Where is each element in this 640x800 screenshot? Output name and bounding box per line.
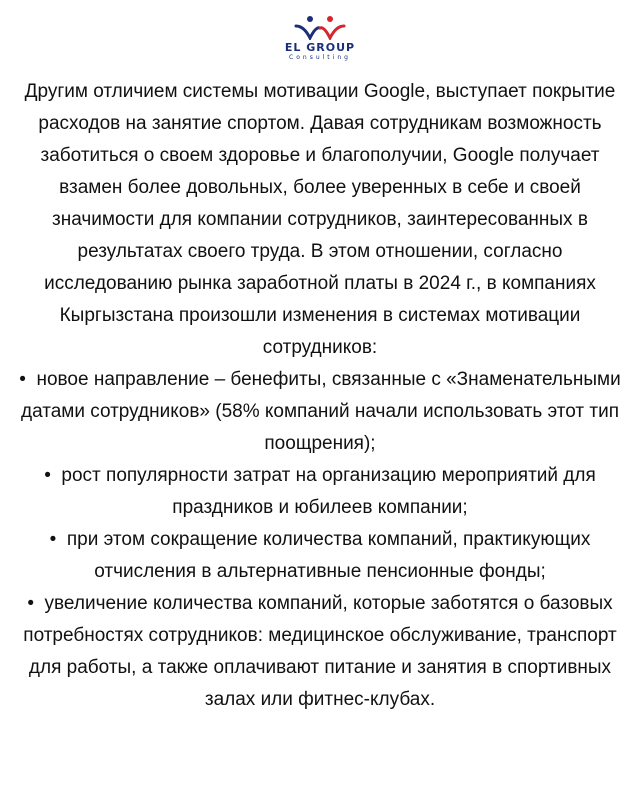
logo-name: EL GROUP [284,41,356,54]
company-logo [0,14,640,62]
bullet-item: • новое направление – бенефиты, связанные с «Знаменательными датами сотрудников» (58% компаний начали использовать этот тип поощрения); [18,364,622,460]
bullet-item: • рост популярности затрат на организацию мероприятий для праздников и юбилеев компании; [18,460,622,524]
intro-paragraph: Другим отличием системы мотивации Google, выступает покрытие расходов на занятие спортом. Давая сотрудникам возможность заботиться о своем здоровье и благополучии, Google получает взамен более довольных, более уверенных в себе и своей значимости для компании сотрудников, заинтересованных в результатах своего труда. В этом отношении, согласно исследованию рынка заработной платы в 2024 г., в компаниях Кыргызстана произошли изменения в системах мотивации сотрудников: [24,81,616,358]
logo-subtitle: Consulting [289,54,351,61]
logo-people-icon [292,14,348,40]
bullet-item: • при этом сокращение количества компаний, практикующих отчисления в альтернативные пенсионные фонды; [18,524,622,588]
article-body [18,76,622,716]
bullet-item: • увеличение количества компаний, которые заботятся о базовых потребностях сотрудников: медицинское обслуживание, транспорт для работы, а также оплачивают питание и занятия в спортивных залах или фитнес-клубах. [18,588,622,716]
